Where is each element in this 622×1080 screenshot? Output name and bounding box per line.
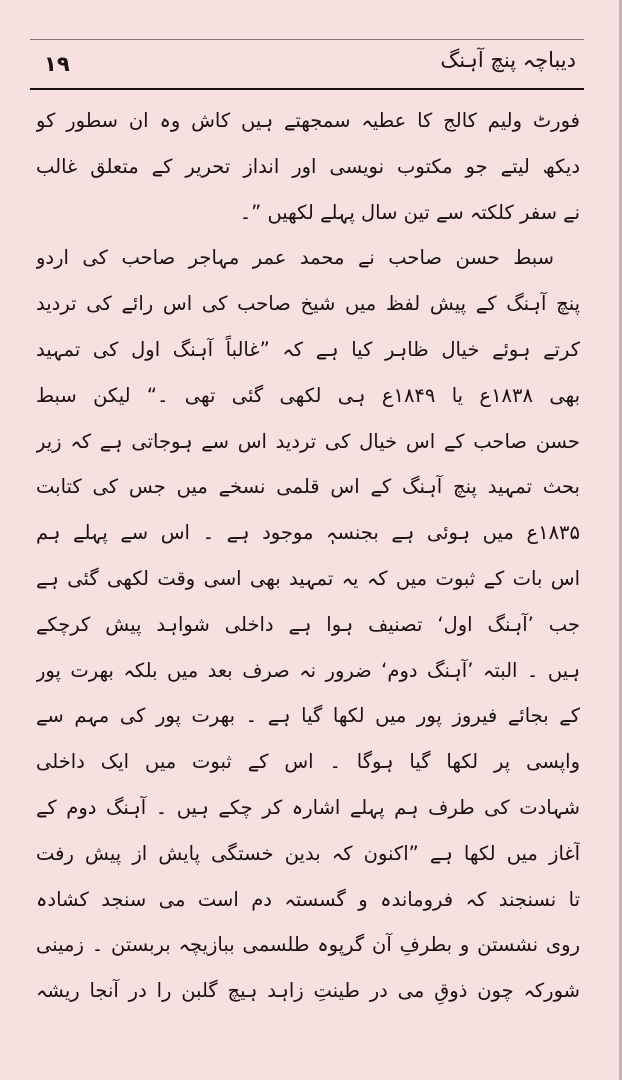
- text-line-19: روی نشستن و بطرفِ آن گرپوہ طلسمی ببازیچہ بربستن ۔ زمینی: [36, 933, 580, 957]
- text-line-18: تا نسنجند کہ فروماندہ و گسستہ دم است می سنجد کشادہ: [36, 887, 580, 911]
- text-line-10: ۱۸۳۵ع میں ہوئی ہے بجنسہٖ موجود ہے ۔ اس سے پہلے ہم: [36, 521, 580, 545]
- text-line-7: بھی ۱۸۳۸ع یا ۱۸۴۹ع ہی لکھی گئی تھی ۔“ لیکن سبط: [36, 383, 580, 407]
- top-border-rule: [30, 39, 584, 40]
- text-line-14: کے بجائے فیروز پور میں لکھا گیا ہے ۔ بھرت پور کی مہم سے: [36, 704, 580, 728]
- page-header: [30, 44, 584, 84]
- text-line-15: واپسی پر لکھا گیا ہوگا ۔ اس کے ثبوت میں ایک داخلی: [36, 750, 580, 774]
- text-line-1: فورٹ ولیم کالج کا عطیہ سمجھتے ہیں کاش وہ ان سطور کو: [36, 109, 580, 132]
- text-line-3: نے سفر کلکتہ سے تین سال پہلے لکھیں ”۔: [239, 200, 580, 224]
- text-line-16: شہادت کی طرف ہم پہلے اشارہ کر چکے ہیں ۔ آہنگ دوم کے: [36, 795, 580, 819]
- text-line-6: کرتے ہوئے خیال ظاہر کیا ہے کہ ”غالباً آہنگ اول کی تمہید: [36, 337, 580, 361]
- text-line-17: آغاز میں لکھا ہے ”اکنون کہ بدین خستگی پایش از پیش رفت: [36, 841, 580, 865]
- text-line-4: سبط حسن صاحب نے محمد عمر مہاجر صاحب کی اردو: [36, 246, 554, 270]
- text-line-20: شورکہ چون ذوقِ می در طینتِ زاہد ہیچ گلبن را در آنجا ریشہ: [36, 979, 580, 1003]
- text-line-9: بحث تمہید پنچ آہنگ کے اس قلمی نسخے میں جس کی کتابت: [36, 475, 580, 499]
- text-line-5: پنچ آہنگ کے پیش لفظ میں شیخ صاحب کی اس رائے کی تردید: [36, 292, 580, 316]
- text-line-13: ہیں ۔ البتہ ’آہنگ دوم‘ ضرور نہ صرف بعد میں بلکہ بھرت پور: [36, 658, 580, 682]
- header-divider: [30, 88, 584, 90]
- text-line-11: اس بات کے ثبوت میں کہ یہ تمہید بھی اسی وقت لکھی گئی ہے: [36, 566, 580, 590]
- text-line-12: جب ’آہنگ اول‘ تصنیف ہوا ہے داخلی شواہد پیش کرچکے: [36, 612, 580, 636]
- body-text: [36, 98, 580, 1014]
- text-line-2: دیکھ لیتے جو مکتوب نویسی اور انداز تحریر کے متعلق غالب: [36, 154, 580, 178]
- running-title: دیباچہ پنچ آہنگ: [440, 48, 576, 72]
- page-number: ۱۹: [44, 52, 70, 76]
- text-line-8: حسن صاحب کے اس خیال کی تردید اس سے ہوجاتی ہے کہ زیر: [36, 429, 580, 453]
